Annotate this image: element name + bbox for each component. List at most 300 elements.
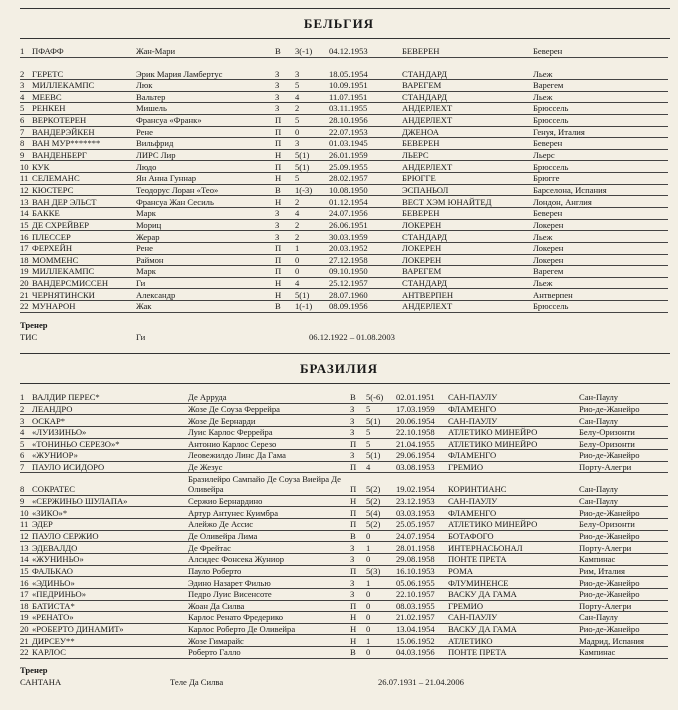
player-name: ВЕРКОТЕРЕН — [32, 115, 87, 126]
player-name: МИЛЛЕКАМПС — [32, 80, 95, 91]
player-city: Брюгге — [533, 173, 560, 184]
player-first: Артур Антунес Куимбра — [188, 507, 279, 518]
player-club: ЛЬЕРС — [402, 150, 429, 161]
player-num: 1 — [20, 46, 25, 57]
player-caps: 3(-1) — [295, 46, 313, 57]
player-num: 8 — [20, 138, 25, 149]
player-club: РОМА — [448, 565, 473, 576]
player-pos: З — [350, 403, 355, 414]
player-num: 22 — [20, 647, 29, 658]
player-caps: 5(1) — [366, 415, 381, 426]
player-caps: 4 — [295, 91, 300, 102]
player-club: ФЛУМИНЕНСЕ — [448, 577, 509, 588]
table-row — [20, 462, 668, 474]
player-club: АТЛЕТИКО МИНЕЙРО — [448, 427, 538, 438]
player-club: ЭСПАНЬОЛ — [402, 184, 449, 195]
player-pos: З — [350, 577, 355, 588]
player-club: АНДЕРЛЕХТ — [402, 115, 453, 126]
player-num: 2 — [20, 68, 25, 79]
table-row — [20, 138, 668, 150]
table-row — [20, 289, 668, 301]
player-name: ФАЛЬКАО — [32, 565, 73, 576]
player-first: Мишель — [136, 103, 167, 114]
player-name: КАРЛОС — [32, 647, 66, 658]
player-caps: 1 — [366, 635, 371, 646]
table-row — [20, 473, 668, 495]
player-dob: 10.08.1950 — [329, 184, 368, 195]
player-club: ЛОКЕРЕН — [402, 254, 442, 265]
player-city: Рио-де-Жанейро — [579, 589, 640, 600]
player-first: Де Арруда — [188, 392, 227, 403]
player-club: АТЛЕТИКО МИНЕЙРО — [448, 519, 538, 530]
player-pos: В — [350, 530, 356, 541]
player-club: АНДЕРЛЕХТ — [402, 301, 453, 312]
table-row — [20, 496, 668, 508]
player-name: «ПЕДРИНЬО» — [32, 589, 87, 600]
player-dob: 25.09.1955 — [329, 161, 368, 172]
player-pos: П — [275, 161, 282, 172]
player-first: Ги — [136, 278, 146, 289]
player-city: Барселона, Испания — [533, 184, 607, 195]
table-row — [20, 531, 668, 543]
player-pos: З — [275, 219, 280, 230]
player-club: ВАРЕГЕМ — [402, 266, 442, 277]
player-num: 16 — [20, 231, 29, 242]
player-name: ВАНДЕРСМИССЕН — [32, 278, 109, 289]
table-row — [20, 415, 668, 427]
table-row — [20, 439, 668, 451]
player-dob: 13.04.1954 — [396, 624, 435, 635]
player-name: ДИРСЕУ** — [32, 635, 75, 646]
player-club: БЕВЕРЕН — [402, 138, 440, 149]
player-name: «ЖУНИНЬО» — [32, 554, 84, 565]
player-caps: 0 — [295, 254, 300, 265]
player-dob: 22.10.1957 — [396, 589, 435, 600]
belgium-coach-first: Ги — [136, 332, 146, 342]
player-city: Мадрид, Испания — [579, 635, 644, 646]
player-city: Порту-Алегри — [579, 462, 632, 473]
player-city: Рио-де-Жанейро — [579, 403, 640, 414]
player-club: ДЖЕНОА — [402, 126, 440, 137]
player-city: Кампинас — [579, 554, 616, 565]
player-name: ВАН МУР******* — [32, 138, 101, 149]
player-dob: 02.01.1951 — [396, 392, 435, 403]
player-city: Белу-Оризонти — [579, 519, 635, 530]
player-city: Рио-де-Жанейро — [579, 624, 640, 635]
player-city: Сан-Паулу — [579, 392, 619, 403]
player-caps: 3 — [295, 138, 300, 149]
table-row — [20, 80, 668, 92]
table-row — [20, 266, 668, 278]
player-num: 17 — [20, 589, 29, 600]
player-num: 14 — [20, 554, 29, 565]
player-dob: 03.08.1953 — [396, 462, 435, 473]
player-first: Педро Луис Висенсоте — [188, 589, 272, 600]
player-pos: Н — [275, 278, 282, 289]
player-city: Белу-Оризонти — [579, 438, 635, 449]
player-first: Марк — [136, 266, 156, 277]
player-dob: 26.06.1951 — [329, 219, 368, 230]
player-first: Вальтер — [136, 91, 166, 102]
player-pos: П — [275, 138, 282, 149]
player-dob: 03.03.1953 — [396, 507, 435, 518]
player-first: Жан-Мари — [136, 46, 176, 57]
player-num: 15 — [20, 219, 29, 230]
table-row — [20, 507, 668, 519]
brazil-title: БРАЗИЛИЯ — [299, 361, 379, 376]
player-first: Луис Карлос Феррейра — [188, 427, 273, 438]
belgium-title: БЕЛЬГИЯ — [303, 16, 375, 31]
player-name: «ЭДИНЬО» — [32, 577, 75, 588]
player-num: 21 — [20, 635, 29, 646]
player-first: Франсуа «Франк» — [136, 115, 202, 126]
player-name: СОКРАТЕС — [32, 484, 76, 495]
player-num: 21 — [20, 289, 29, 300]
player-dob: 05.06.1955 — [396, 577, 435, 588]
player-club: АНДЕРЛЕХТ — [402, 161, 453, 172]
player-pos: З — [275, 208, 280, 219]
player-city: Варегем — [533, 266, 564, 277]
player-num: 5 — [20, 438, 25, 449]
player-num: 14 — [20, 208, 29, 219]
player-pos: П — [350, 600, 357, 611]
player-pos: В — [350, 392, 356, 403]
table-row — [20, 231, 668, 243]
player-num: 1 — [20, 392, 25, 403]
player-caps: 5(2) — [366, 496, 381, 507]
player-caps: 0 — [366, 600, 371, 611]
table-row — [20, 173, 668, 185]
player-caps: 1 — [366, 577, 371, 588]
player-first: Рене — [136, 243, 153, 254]
table-row — [20, 612, 668, 624]
table-row — [20, 92, 668, 104]
player-name: «ЗИКО»* — [32, 507, 68, 518]
player-city: Локерен — [533, 254, 564, 265]
player-num: 8 — [20, 484, 25, 495]
player-name: МОММЕНС — [32, 254, 79, 265]
player-pos: З — [350, 542, 355, 553]
player-num: 19 — [20, 612, 29, 623]
player-caps: 5(1) — [295, 161, 310, 172]
player-name: ВАНДЕНБЕРГ — [32, 150, 87, 161]
player-name: ВАНДЕРЭЙКЕН — [32, 126, 95, 137]
player-first: Карлос Ренато Фредерико — [188, 612, 284, 623]
player-dob: 29.06.1954 — [396, 450, 435, 461]
player-club: ФЛАМЕНГО — [448, 507, 497, 518]
belgium-coach-name: ТИС — [20, 332, 38, 342]
player-num: 3 — [20, 80, 25, 91]
player-dob: 08.03.1955 — [396, 600, 435, 611]
player-city: Рио-де-Жанейро — [579, 507, 640, 518]
table-row — [20, 542, 668, 554]
player-name: МЕЕВС — [32, 91, 62, 102]
player-caps: 0 — [366, 624, 371, 635]
player-club: ПОНТЕ ПРЕТА — [448, 554, 507, 565]
player-num: 13 — [20, 196, 29, 207]
player-num: 12 — [20, 184, 29, 195]
player-pos: Н — [350, 635, 357, 646]
player-num: 19 — [20, 266, 29, 277]
player-pos: П — [350, 462, 357, 473]
player-dob: 30.03.1959 — [329, 231, 368, 242]
player-first: Мориц — [136, 219, 162, 230]
player-pos: З — [275, 231, 280, 242]
player-name: «РЕНАТО» — [32, 612, 74, 623]
player-caps: 5 — [295, 80, 300, 91]
player-first: Эрик Мария Ламбертус — [136, 68, 223, 79]
player-num: 17 — [20, 243, 29, 254]
player-dob: 28.07.1960 — [329, 289, 368, 300]
player-dob: 22.07.1953 — [329, 126, 368, 137]
table-row — [20, 127, 668, 139]
player-pos: З — [350, 415, 355, 426]
player-num: 13 — [20, 542, 29, 553]
brazil-title-rule — [20, 383, 670, 384]
table-row — [20, 58, 668, 80]
player-pos: З — [350, 427, 355, 438]
player-city: Сан-Паулу — [579, 415, 619, 426]
player-club: БЕВЕРЕН — [402, 208, 440, 219]
player-dob: 04.12.1953 — [329, 46, 368, 57]
player-pos: П — [275, 243, 282, 254]
player-pos: В — [275, 301, 281, 312]
player-first: Жак — [136, 301, 152, 312]
player-club: ПОНТЕ ПРЕТА — [448, 647, 507, 658]
player-dob: 08.09.1956 — [329, 301, 368, 312]
player-first: Сержио Бернардино — [188, 496, 263, 507]
brazil-coach-first: Теле Да Силва — [170, 677, 224, 687]
player-city: Брюссель — [533, 103, 569, 114]
player-dob: 01.03.1945 — [329, 138, 368, 149]
player-first: Леовежилдо Линс Да Гама — [188, 450, 286, 461]
player-name: ПАУЛО СЕРЖИО — [32, 530, 99, 541]
player-pos: П — [350, 484, 357, 495]
player-city: Варегем — [533, 80, 564, 91]
player-pos: П — [275, 266, 282, 277]
player-dob: 28.10.1956 — [329, 115, 368, 126]
player-city: Льеж — [533, 68, 553, 79]
player-first: Антонио Карлос Серезо — [188, 438, 277, 449]
player-num: 22 — [20, 301, 29, 312]
player-club: БОТАФОГО — [448, 530, 494, 541]
player-club: САН-ПАУЛУ — [448, 415, 498, 426]
player-city: Рим, Италия — [579, 565, 625, 576]
brazil-coach-dates: 26.07.1931 – 21.04.2006 — [378, 677, 464, 687]
player-name: ФЕРХЕЙН — [32, 243, 73, 254]
belgium-coach-dates: 06.12.1922 – 01.08.2003 — [309, 332, 395, 342]
table-row — [20, 255, 668, 267]
table-row — [20, 150, 668, 162]
brazil-top-rule — [20, 353, 670, 354]
player-club: ЛОКЕРЕН — [402, 219, 442, 230]
table-row — [20, 103, 668, 115]
player-first: Де Жезус — [188, 462, 223, 473]
player-city: Брюссель — [533, 161, 569, 172]
player-num: 20 — [20, 624, 29, 635]
player-name: ПЛЕССЕР — [32, 231, 71, 242]
player-city: Локерен — [533, 219, 564, 230]
player-num: 4 — [20, 91, 25, 102]
belgium-coach-label: Тренер — [20, 320, 48, 330]
player-first: Карлос Роберто Де Оливейра — [188, 624, 296, 635]
player-club: ВЕСТ ХЭМ ЮНАЙТЕД — [402, 196, 492, 207]
player-first: Раймон — [136, 254, 164, 265]
player-club: ФЛАМЕНГО — [448, 403, 497, 414]
table-row — [20, 243, 668, 255]
player-name: ГЕРЕТС — [32, 68, 64, 79]
player-pos: Н — [350, 624, 357, 635]
brazil-coach-label: Тренер — [20, 665, 48, 675]
player-club: АНДЕРЛЕХТ — [402, 103, 453, 114]
player-first: Александр — [136, 289, 176, 300]
player-club: ГРЕМИО — [448, 600, 484, 611]
player-pos: П — [350, 507, 357, 518]
player-pos: Н — [275, 173, 282, 184]
player-num: 16 — [20, 577, 29, 588]
player-dob: 28.02.1957 — [329, 173, 368, 184]
player-name: МИЛЛЕКАМПС — [32, 266, 95, 277]
player-city: Рио-де-Жанейро — [579, 530, 640, 541]
player-city: Кампинас — [579, 647, 616, 658]
player-club: БРЮГГЕ — [402, 173, 436, 184]
player-dob: 28.01.1958 — [396, 542, 435, 553]
player-dob: 11.07.1951 — [329, 91, 368, 102]
brazil-roster — [20, 392, 668, 659]
table-row — [20, 208, 668, 220]
player-caps: 0 — [366, 589, 371, 600]
table-row — [20, 46, 668, 58]
table-row — [20, 185, 668, 197]
player-pos: Н — [350, 496, 357, 507]
player-name: «СЕРЖИНЬО ШУЛАПА» — [32, 496, 128, 507]
player-num: 3 — [20, 415, 25, 426]
player-name: СЕЛЕМАНС — [32, 173, 80, 184]
player-city: Беверен — [533, 46, 563, 57]
player-caps: 0 — [366, 647, 371, 658]
player-num: 11 — [20, 519, 29, 530]
belgium-roster — [20, 46, 668, 313]
table-row — [20, 589, 668, 601]
player-caps: 1 — [366, 542, 371, 553]
player-caps: 5(1) — [295, 150, 310, 161]
player-city: Белу-Оризонти — [579, 427, 635, 438]
player-first: Де Оливейра Лима — [188, 530, 258, 541]
player-num: 7 — [20, 126, 25, 137]
player-num: 6 — [20, 115, 25, 126]
table-row — [20, 566, 668, 578]
player-name: «ТОНИНЬО СЕРЕЗО»* — [32, 438, 120, 449]
player-first: Алейжо Де Ассис — [188, 519, 254, 530]
player-name: ПАУЛО ИСИДОРО — [32, 462, 105, 473]
player-dob: 22.10.1958 — [396, 427, 435, 438]
player-first: Марк — [136, 208, 156, 219]
player-pos: П — [275, 254, 282, 265]
player-city: Порту-Алегри — [579, 542, 632, 553]
player-city: Порту-Алегри — [579, 600, 632, 611]
player-club: ВАРЕГЕМ — [402, 80, 442, 91]
player-club: АНТВЕРПЕН — [402, 289, 454, 300]
player-caps: 2 — [295, 103, 300, 114]
player-club: АТЛЕТИКО МИНЕЙРО — [448, 438, 538, 449]
player-caps: 3 — [295, 68, 300, 79]
player-name: «РОБЕРТО ДИНАМИТ» — [32, 624, 124, 635]
player-name: ЛЕАНДРО — [32, 403, 73, 414]
player-caps: 5 — [295, 115, 300, 126]
player-caps: 5(2) — [366, 484, 381, 495]
player-first: ЛИРС Лир — [136, 150, 176, 161]
player-dob: 18.05.1954 — [329, 68, 368, 79]
player-dob: 09.10.1950 — [329, 266, 368, 277]
player-name: ВАН ДЕР ЭЛЬСТ — [32, 196, 97, 207]
player-club: СТАНДАРД — [402, 68, 448, 79]
player-pos: З — [275, 103, 280, 114]
player-name: «ЛУИЗИНЬО» — [32, 427, 87, 438]
player-name: РЕНКЕН — [32, 103, 66, 114]
player-pos: П — [275, 115, 282, 126]
player-name: КЮСТЕРС — [32, 184, 74, 195]
player-num: 12 — [20, 530, 29, 541]
player-caps: 2 — [295, 196, 300, 207]
player-num: 10 — [20, 161, 29, 172]
player-city: Льерс — [533, 150, 555, 161]
player-city: Лондон, Англия — [533, 196, 592, 207]
player-num: 15 — [20, 565, 29, 576]
player-caps: 5 — [366, 438, 371, 449]
player-city: Льеж — [533, 278, 553, 289]
player-club: ФЛАМЕНГО — [448, 450, 497, 461]
player-club: САН-ПАУЛУ — [448, 496, 498, 507]
player-pos: З — [275, 68, 280, 79]
player-caps: 0 — [366, 554, 371, 565]
player-caps: 0 — [366, 612, 371, 623]
player-first: Эдино Назарет Филью — [188, 577, 271, 588]
player-club: БЕВЕРЕН — [402, 46, 440, 57]
player-dob: 20.03.1952 — [329, 243, 368, 254]
player-pos: П — [350, 438, 357, 449]
table-row — [20, 427, 668, 439]
player-first: Алсидес Фонсека Жуниор — [188, 554, 285, 565]
player-dob: 21.02.1957 — [396, 612, 435, 623]
table-row — [20, 161, 668, 173]
player-dob: 20.06.1954 — [396, 415, 435, 426]
player-dob: 03.11.1955 — [329, 103, 368, 114]
player-pos: З — [350, 589, 355, 600]
player-pos: П — [275, 126, 282, 137]
table-row — [20, 278, 668, 290]
player-pos: З — [275, 80, 280, 91]
player-caps: 5(3) — [366, 565, 381, 576]
player-club: ЛОКЕРЕН — [402, 243, 442, 254]
player-first: Жерар — [136, 231, 160, 242]
player-club: ВАСКУ ДА ГАМА — [448, 589, 517, 600]
player-first: Жозе Де Бернарди — [188, 415, 256, 426]
player-dob: 24.07.1956 — [329, 208, 368, 219]
table-row — [20, 115, 668, 127]
player-num: 7 — [20, 462, 25, 473]
player-pos: В — [275, 184, 281, 195]
player-city: Рио-де-Жанейро — [579, 577, 640, 588]
player-first: Жозе Де Соуза Феррейра — [188, 403, 280, 414]
player-dob: 25.12.1957 — [329, 278, 368, 289]
player-pos: Н — [275, 196, 282, 207]
player-num: 20 — [20, 278, 29, 289]
player-name: ЭДЕВАЛДО — [32, 542, 78, 553]
player-city: Брюссель — [533, 301, 569, 312]
player-first: Теодорус Лоран «Тео» — [136, 184, 219, 195]
player-name: ЭДЕР — [32, 519, 53, 530]
player-name: ВАЛДИР ПЕРЕС* — [32, 392, 100, 403]
